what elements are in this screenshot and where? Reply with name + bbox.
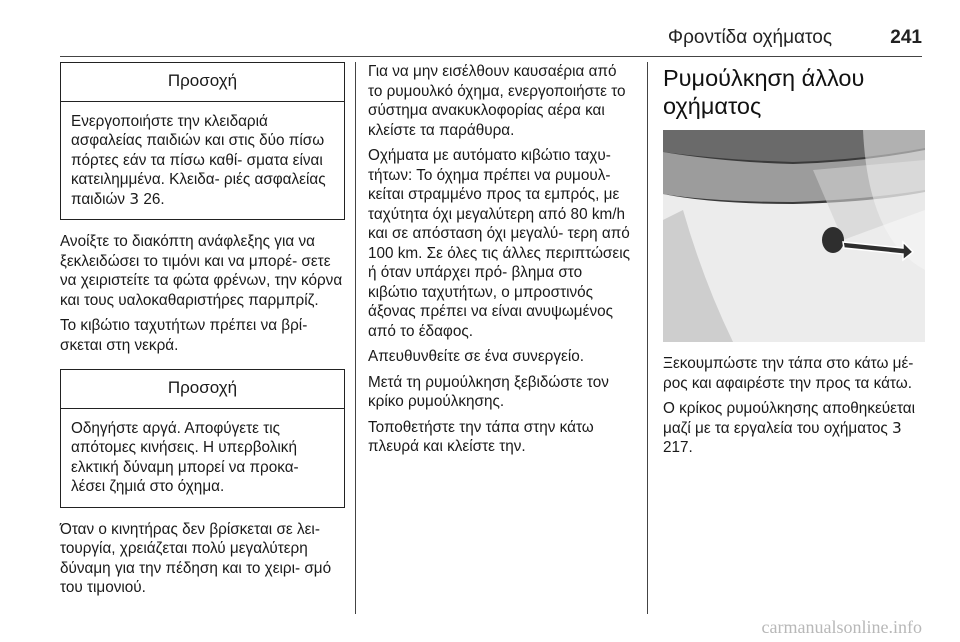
- paragraph: Απευθυνθείτε σε ένα συνεργείο.: [368, 348, 584, 365]
- paragraph: Ανοίξτε το διακόπτη ανάφλεξης για να ξεκλειδώσει το τιμόνι και να μπορέ- σετε να χειριστείτε τα φώτα φρένων, την κόρνα και τους υαλοκαθαριστήρες παρμπρίζ.: [60, 233, 343, 309]
- section-title: Ρυμούλκηση άλλου οχήματος: [663, 65, 865, 119]
- paragraph: Όταν ο κινητήρας δεν βρίσκεται σε λει- τουργία, χρειάζεται πολύ μεγαλύτερη δύναμη για την πέδηση και το χειρι- σμό του τιμονιού.: [60, 520, 332, 596]
- paragraph: Το κιβώτιο ταχυτήτων πρέπει να βρί- σκεται στη νεκρά.: [60, 317, 308, 354]
- column-divider-1: [355, 62, 356, 614]
- column-3: [663, 62, 925, 464]
- paragraph: Ξεκουμπώστε την τάπα στο κάτω μέ- ρος και αφαιρέστε την προς τα κάτω.: [663, 355, 914, 392]
- figure-svg: [663, 130, 925, 342]
- page-ref-icon: 3: [892, 418, 902, 437]
- header-title: Φροντίδα οχήματος: [667, 27, 832, 48]
- paragraph: Μετά τη ρυμούλκηση ξεβιδώστε τον κρίκο ρυμούλκησης.: [368, 373, 609, 410]
- column-2: [368, 62, 632, 463]
- caution-title-1: Προσοχή: [61, 63, 344, 102]
- paragraph: [663, 399, 925, 458]
- column-divider-2: [647, 62, 648, 614]
- caution-body-2: Οδηγήστε αργά. Αποφύγετε τις απότομες κινήσεις. Η υπερβολική ελκτική δύναμη μπορεί να προκα- λέσει ζημιά στο όχημα.: [71, 419, 299, 495]
- watermark: carmanualsonline.info: [761, 617, 922, 637]
- caution-box-2: [60, 369, 345, 508]
- caution-title-2: Προσοχή: [61, 370, 344, 409]
- header-rule: [60, 56, 922, 57]
- page-header: [0, 0, 960, 60]
- page-number: 241: [890, 27, 922, 48]
- column-1: [60, 62, 345, 604]
- paragraph: Τοποθετήστε την τάπα στην κάτω πλευρά και κλείστε την.: [368, 418, 594, 455]
- caution-box-1: [60, 62, 345, 220]
- paragraph: Για να μην εισέλθουν καυσαέρια από το ρυμουλκό όχημα, ενεργοποιήστε το σύστημα ανακυκλοφορίας αέρα και κλείστε τα παράθυρα.: [368, 63, 626, 139]
- caution-text-1: Ενεργοποιήστε την κλειδαριά ασφαλείας παιδιών και στις δύο πίσω πόρτες εάν τα πίσω καθί- σματα είναι κατειλημμένα. Κλειδα- ριές ασφαλείας παιδιών: [71, 112, 326, 208]
- page-ref-icon: 3: [129, 189, 140, 208]
- caution-body-1: [61, 102, 344, 220]
- paragraph-text: Ο κρίκος ρυμούλκησης αποθηκεύεται μαζί με τα εργαλεία του οχήματος: [663, 400, 916, 437]
- page-ref-link[interactable]: 26.: [139, 190, 165, 208]
- paragraph: Οχήματα με αυτόματο κιβώτιο ταχυ- τήτων: Το όχημα πρέπει να ρυμουλ- κείται στραμμένο προς τα εμπρός, με ταχύτητα όχι μεγαλύτερη από 80 km/h και σε απόσταση όχι μεγαλύ- τερη από 100 km. Σε όλες τις άλλες περιπτώσεις ή όταν υπάρχει πρό- βλημα στο κιβώτιο ταχυτήτων, ο μπροστινός άξονας πρέπει να είναι ανυψωμένος από το έδαφος.: [368, 147, 630, 340]
- page-ref-link[interactable]: 217.: [663, 439, 693, 456]
- vehicle-rear-tow-cap-illustration-icon: [663, 130, 925, 342]
